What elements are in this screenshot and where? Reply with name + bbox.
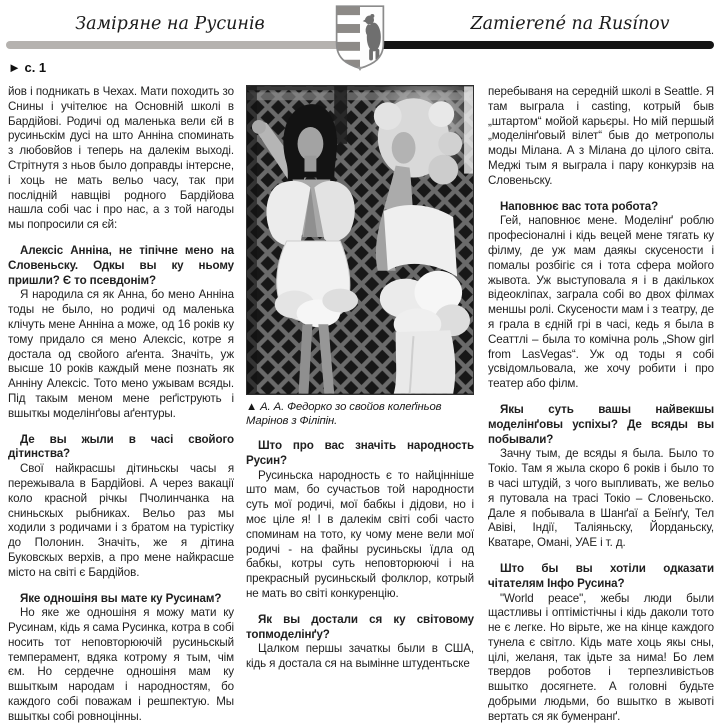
question-heading: Яке одношіня вы мате ку Русинам?: [20, 591, 222, 605]
article-photo: [246, 85, 474, 395]
question-heading: Якы суть вашы найвекшы моделінґовы успіхы? Де всяды вы побывали?: [488, 402, 714, 446]
question-heading: Як вы достали ся ку світовому топмоделінґу?: [246, 612, 474, 641]
paragraph: Но яке же одношіня я можу мати ку Русинам, кідь я сама Русинка, котра в собі носить тот неповторюючій русиньскый темперамент, вдяка котрому я тым, чім єм. Но сердечне одношіня мам ку вшыткым народам і народностям, бо каждого собі поважам і решпектую. Мы вшыткы собі ровноцінны.: [8, 606, 234, 723]
column-middle: [246, 85, 474, 672]
photo-caption: ▲ А. А. Федорко зо свойов колеґіньов Марінов з Філіпін.: [246, 401, 442, 427]
masthead-rule-left: [6, 41, 358, 49]
paragraph: Я народила ся як Анна, бо мено Анніна тоды не было, но родичі од маленька клічуть мене Анніна а може, од 16 років ку тому придало ся мено Алексіс, котре я достала од свойого аґента. Значіть, уж высше 10 років каждый мене познать як Анніну Алексіс. Тото мено ужывам всяды. Під такым меном мене реґіструють і вшыткы моделінґовы аґентуры.: [8, 288, 234, 420]
paragraph: Цалком першы зачаткы были в США, кідь я достала ся на вымінне штудентьске: [246, 642, 474, 671]
photo-two-models: [247, 86, 473, 394]
paragraph: Русиньска народность є то найцінніше што мам, бо сучастьов той народности суть мої родичі, мої бабкы і дідови, но і моє ціле я! І в далекім світі собі часто споминам на тото, ку чому мене вели мої родичі - на файны русиньскы їдла од бабкы, котры суть неповторюючі і на прекрасный русиньскый фолклор, котрый не мать во світі конкуренцію.: [246, 468, 474, 600]
question-heading: Што про вас значіть народность Русин?: [246, 439, 474, 467]
masthead-rule-right: [356, 41, 714, 49]
column-right: [488, 85, 714, 725]
page-reference-marker: ► с. 1: [8, 60, 47, 75]
masthead-title-slovak: Zamierené na Rusínov: [470, 14, 670, 34]
paragraph: йов і подникать в Чехах. Мати походить зо Снины і учітелює на Основній школі в Бардійові. Родичі од маленька вели єй в русиньскім дусі на што Анніна споминать з любовйов і теперь на далекім выході. Стрітнутя з ньов было доправды інтерсне, і хоць не мать вельо часу, так при послідній навщіві родного Бардійова нашла собі час і про нас, а з той нагоды мы попросили ся єй:: [8, 85, 234, 232]
paragraph: Зачну тым, де всяды я была. Было то Токіо. Там я жыла скоро 6 років і было то в часі штудій, з чого выпливать, же вельо я путовала на трасі Токіо – Словеньско. Дале я побывала в Шанґаї а Беїнґу, Тел Авіві, Індії, Таліяньску, Йорданьску, Кватаре, Омані, УАЕ і т. д.: [488, 447, 714, 550]
paragraph: Гей, наповнює мене. Моделінґ роблю професіоналні і кідь вецей мене тягать ку філму, де уж мам даякы скусености і помалы розбігіє ся і тота сфера мойого жывота. Уж выступовала я і в дакількох відеокліпах, заграла собі во двох філмах меншы ролі. Скусености мам і з театру, де я грала в єдній грі в часі, кедь я была в Сеаттлі – была то комічна роль „Show girl from LasVegas“. Уж од тоды я собі усвідомльовала, же хочу робити і про театер або філм.: [488, 214, 714, 391]
rusyn-bear-shield-icon: [332, 3, 388, 71]
question-heading: Наповнює вас тота робота?: [500, 199, 659, 213]
masthead-title-rusyn: Заміряне на Русинів: [75, 14, 265, 34]
question-heading: Што бы вы хотіли одказати чітателям Інфо Русина?: [488, 561, 714, 590]
question-heading: Де вы жыли в часі свойого дітинства?: [8, 432, 234, 461]
paragraph: "World peace", жебы люди были щастливы і оптімістічны і кідь даколи тото не є легке. Но вірьте, же на кінце каждого тунела є світло. Кідь мате хоць якы сны, цілі, желаня, так ідьте за нима! Бо лем твердов роботов і терпезливістьов вшытко досягнете. А головні будьте добрыми людьми, бо вшытко в жывоті вертать ся як буменранґ.: [488, 591, 714, 723]
column-left: [8, 85, 234, 725]
question-heading: Алексіс Анніна, не тіпічне мено на Словеньску. Одкы вы ку ньому пришли? Є то псевдонім?: [8, 243, 234, 287]
paragraph: перебываня на середній школі в Seattle. Я там выграла і casting, котрый быв „штартом“ мойой карьєры. Но мій першый „моделінґовый вілет“ быв до метрополы моды Мілана. А з Мілана до цілого світа. Меджі тым я выграла і пару конкурзів на Словеньску.: [488, 85, 714, 187]
paragraph: Свої найкрасшы дітиньскы часы я пережывала в Бардійові. А через вакації коло красной річкы Пчолинчанка на сниньскых рыбниках. Вельо раз мы ходили з родичами і з братом на турістіку до Полонин. Значіть, же я дітина Буковскых верхів, а про мене найкрасше місто на світі є Бардійов.: [8, 462, 234, 579]
